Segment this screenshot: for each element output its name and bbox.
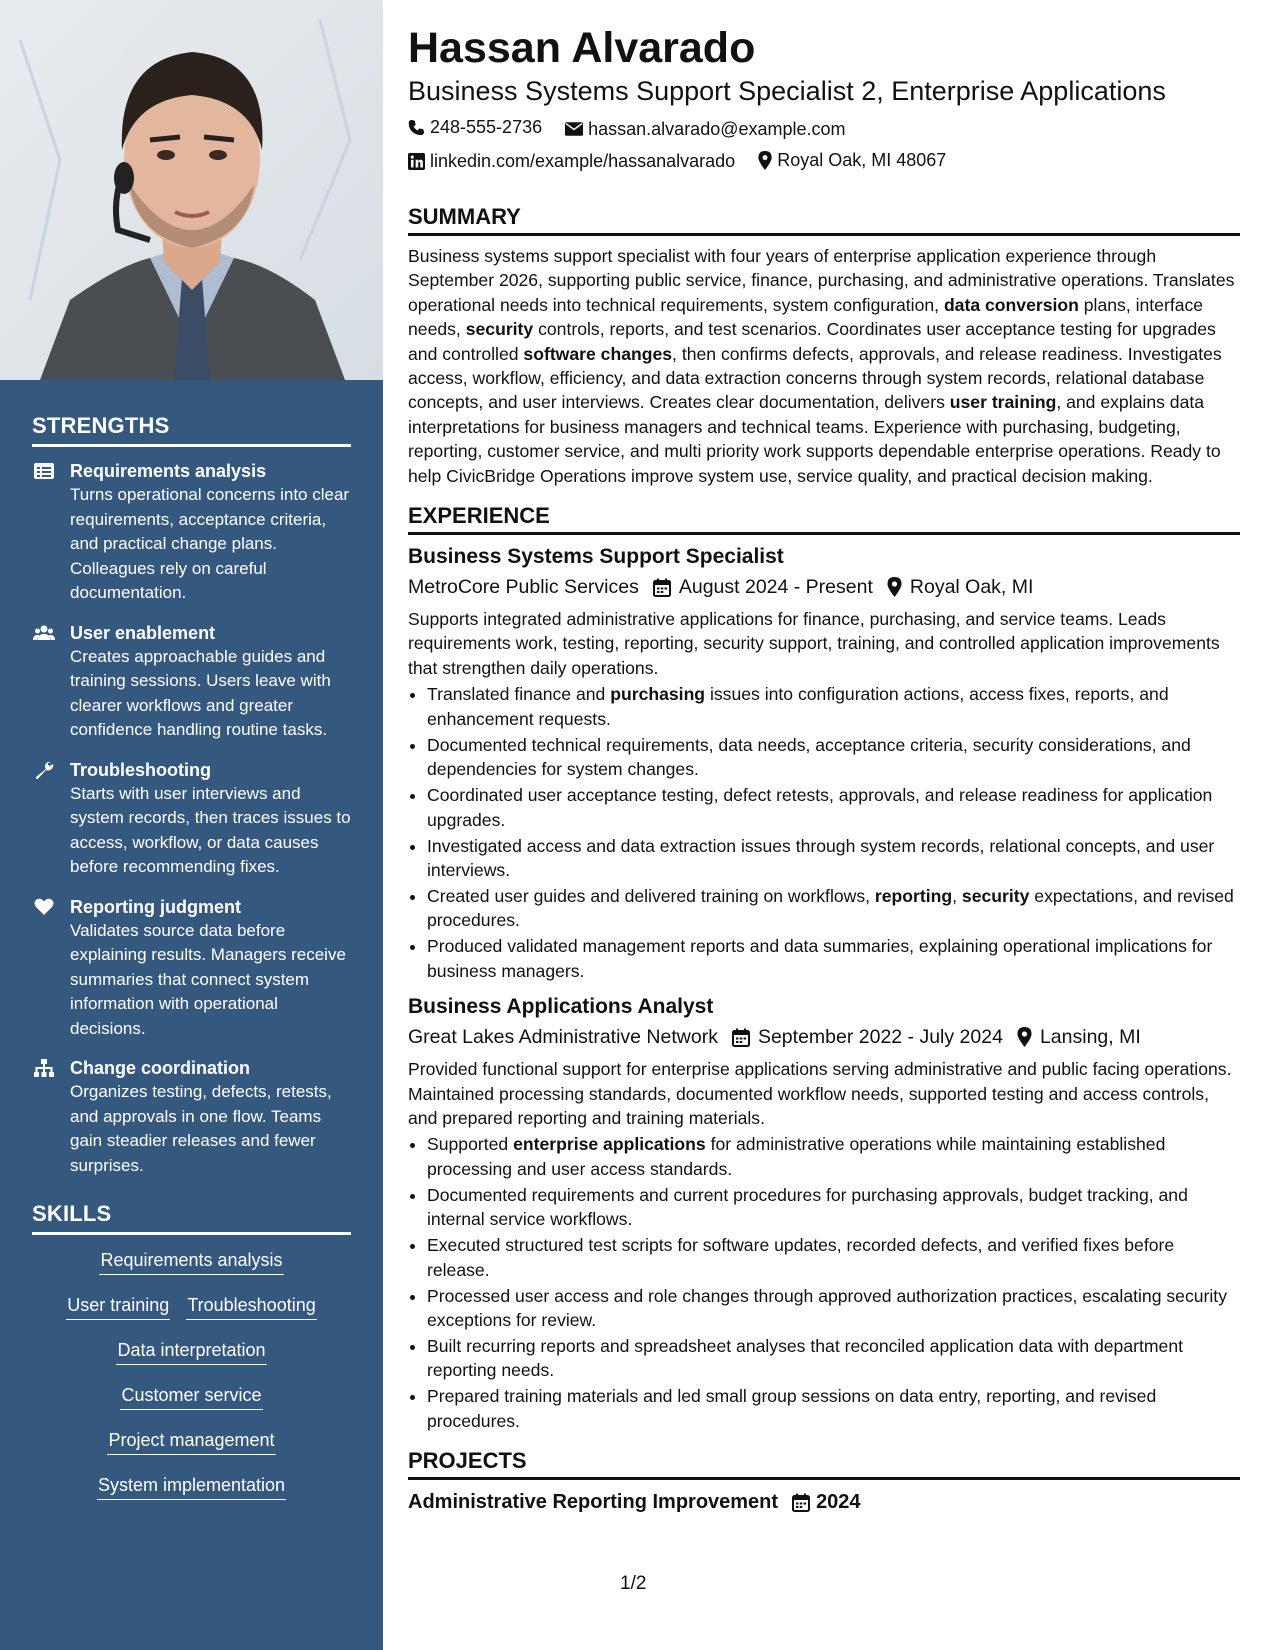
strength-item (32, 459, 351, 606)
skill-tag: System implementation (97, 1474, 286, 1500)
project-title: Administrative Reporting Improvement (408, 1491, 779, 1514)
list-item: • Documented technical requirements, data needs, acceptance criteria, security considerations, and dependencies for system changes. (427, 733, 1240, 782)
strength-desc: Turns operational concerns into clear requirements, acceptance criteria, and practical change plans. Colleagues rely on careful documentation. (70, 485, 350, 602)
skills-list (32, 1249, 351, 1505)
project-entry (408, 1488, 1240, 1516)
sidebar-content (32, 412, 351, 1505)
list-item: • Translated finance and purchasing issues into configuration actions, access fixes, reports, and enhancement requests. (427, 682, 1240, 731)
strength-desc: Organizes testing, defects, retests, and approvals in one flow. Teams gain steadier releases and fewer surprises. (70, 1082, 332, 1175)
strength-title: Requirements analysis (70, 461, 267, 481)
strengths-heading: STRENGTHS (32, 412, 351, 447)
job-dates: September 2022 - July 2024 (757, 1026, 1003, 1049)
email-contact[interactable] (565, 117, 845, 141)
strength-item (32, 1056, 351, 1178)
list-item: • Coordinated user acceptance testing, defect retests, approvals, and release readiness for application upgrades. (427, 783, 1240, 832)
main-content (408, 22, 1240, 1516)
strength-desc: Starts with user interviews and system records, then traces issues to access, workflow, or data causes before recommending fixes. (70, 783, 351, 876)
project-year: 2024 (816, 1491, 861, 1514)
list-item: • Executed structured test scripts for software updates, recorded defects, and verified fixes before release. (427, 1233, 1240, 1282)
list-item: • Prepared training materials and led small group sessions on data entry, reporting, and revised procedures. (427, 1384, 1240, 1433)
wrench-icon (33, 760, 55, 780)
page-number: 1/2 (620, 1573, 647, 1594)
skill-tag: Requirements analysis (99, 1249, 283, 1275)
sidebar (0, 0, 383, 1650)
list-item: • Documented requirements and current procedures for purchasing approvals, budget tracking, and internal service workflows. (427, 1183, 1240, 1232)
calendar-icon (653, 578, 671, 597)
job-company: MetroCore Public Services (408, 576, 639, 599)
experience-section (408, 502, 1240, 1433)
phone-icon (408, 119, 425, 136)
linkedin-contact[interactable] (408, 149, 735, 173)
list-item: • Created user guides and delivered training on workflows, reporting, security expectations, and revised procedures. (427, 884, 1240, 933)
skill-tag: Project management (107, 1429, 275, 1455)
experience-heading: EXPERIENCE (408, 502, 1240, 535)
calendar-icon (732, 1028, 750, 1047)
job-title: Business Systems Support Specialist (408, 545, 784, 569)
strength-desc: Validates source data before explaining results. Managers receive summaries that connect system information with operational decisions. (70, 920, 346, 1038)
map-pin-icon (758, 151, 772, 170)
linkedin-text: linkedin.com/example/hassanalvarado (430, 151, 736, 171)
job-company: Great Lakes Administrative Network (408, 1026, 718, 1049)
skill-tag: Data interpretation (116, 1339, 266, 1365)
strength-desc: Creates approachable guides and training sessions. Users leave with clearer workflows and greater confidence handling routine tasks. (70, 646, 331, 739)
list-item: • Investigated access and data extraction issues through system records, relational concepts, and user interviews. (427, 834, 1240, 883)
list-icon (33, 461, 55, 481)
job-title: Business Applications Analyst (408, 995, 714, 1019)
strength-item (32, 621, 351, 743)
sitemap-icon (33, 1058, 55, 1078)
list-item: • Produced validated management reports and data summaries, explaining operational implications for business managers. (427, 934, 1240, 983)
job-bullets (408, 1132, 1240, 1433)
phone-contact[interactable] (408, 115, 542, 139)
strength-title: Change coordination (70, 1058, 250, 1078)
envelope-icon (565, 122, 583, 136)
job-location: Lansing, MI (1039, 1026, 1141, 1049)
job-description: Supports integrated administrative applications for finance, purchasing, and service teams. Leads requirements work, testing, reporting, security support, training, and controlled application improvements that strengthen daily operations. (408, 609, 1220, 678)
projects-section (408, 1447, 1240, 1516)
job-description: Provided functional support for enterprise applications serving administrative and public facing operations. Maintained processing standards, documented workflow needs, supported testing and access controls, and prepared reporting and training materials. (408, 1059, 1232, 1128)
job-entry (408, 543, 1240, 983)
map-pin-icon (1017, 1027, 1032, 1047)
list-item: • Supported enterprise applications for administrative operations while maintaining established processing and user access standards. (427, 1132, 1240, 1181)
job-bullets (408, 682, 1240, 983)
calendar-icon (792, 1493, 810, 1512)
location-contact (758, 148, 946, 172)
heart-icon (33, 897, 55, 917)
map-pin-icon (887, 577, 902, 597)
email-text: hassan.alvarado@example.com (588, 118, 846, 139)
job-dates: August 2024 - Present (678, 576, 873, 599)
projects-heading: PROJECTS (408, 1447, 1240, 1480)
summary-text: Business systems support specialist with four years of enterprise application experience through September 2026, supporting public service, finance, purchasing, and administrative operations. Translates operational needs into technical requirements, system configuration, data conversion plans, interface needs, security controls, reports, and test scenarios. Coordinates user acceptance testing for upgrades and controlled software changes, then confirms defects, approvals, and release readiness. Investigates access, workflow, efficiency, and data extraction concerns through system records, relational database concepts, and user interviews. Creates clear documentation, delivers user training, and explains data interpretations for business managers and technical teams. Experience with purchasing, budgeting, reporting, customer service, and multi priority work supports dependable enterprise operations. Ready to help CivicBridge Operations improve system use, service quality, and practical decision making. (408, 246, 1235, 486)
skill-tag: Troubleshooting (186, 1294, 316, 1320)
users-icon (33, 623, 55, 643)
profile-photo (0, 0, 383, 380)
strength-item (32, 895, 351, 1042)
candidate-name: Hassan Alvarado (408, 24, 756, 72)
strength-title: Reporting judgment (70, 896, 241, 917)
list-item: • Built recurring reports and spreadsheet analyses that reconciled application data with department reporting needs. (427, 1334, 1240, 1383)
skill-tag: Customer service (120, 1384, 262, 1410)
phone-text: 248-555-2736 (430, 117, 543, 137)
list-item: • Processed user access and role changes through approved authorization practices, escalating security exceptions for review. (427, 1284, 1240, 1333)
strength-title: Troubleshooting (70, 759, 211, 780)
job-location: Royal Oak, MI (909, 576, 1034, 599)
linkedin-icon (408, 153, 425, 170)
contact-info (408, 115, 1240, 181)
job-meta (408, 1023, 1240, 1051)
location-text: Royal Oak, MI 48067 (777, 150, 947, 170)
skills-heading: SKILLS (32, 1200, 351, 1235)
summary-section (408, 203, 1240, 488)
skill-tag: User training (66, 1294, 170, 1320)
strength-title: User enablement (70, 622, 216, 643)
summary-heading: SUMMARY (408, 203, 1240, 236)
job-meta (408, 573, 1240, 601)
job-entry (408, 993, 1240, 1433)
candidate-title: Business Systems Support Specialist 2, Enterprise Applications (408, 76, 1166, 106)
strength-item (32, 758, 351, 880)
